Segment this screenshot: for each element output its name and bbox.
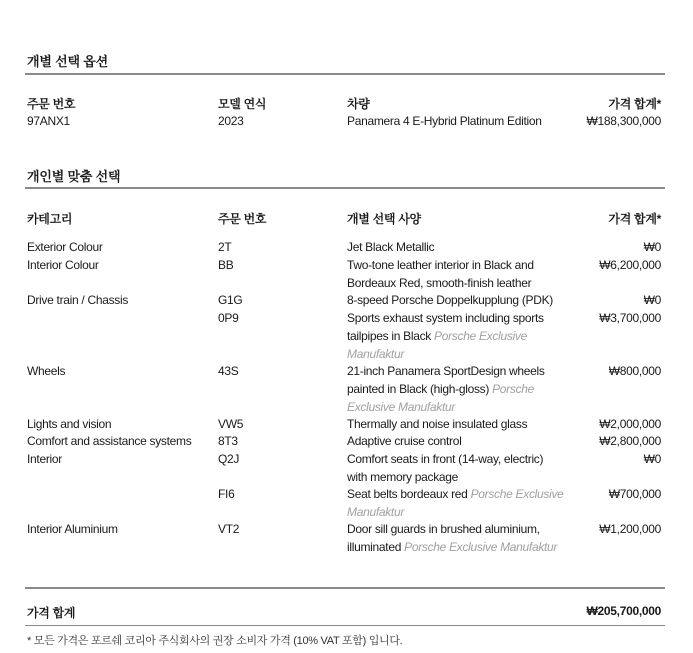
row-code: Q2J [218, 452, 240, 466]
row-spec: 8-speed Porsche Doppelkupplung (PDK) [347, 293, 553, 307]
row-spec: Sports exhaust system including sports tailpipes in Black Porsche Exclusive Manufaktur [347, 311, 544, 361]
row-spec: Comfort seats in front (14-way, electric) with memory package [347, 452, 544, 484]
row-code: 8T3 [218, 434, 238, 448]
exclusive-tag: Porsche Exclusive Manufaktur [404, 540, 558, 554]
exclusive-tag: Manufaktur [347, 347, 405, 361]
row-spec: Seat belts bordeaux red Porsche Exclusive Manufaktur [347, 487, 564, 519]
row-category: Exterior Colour [27, 240, 103, 254]
grand-total-value: ₩205,700,000 [586, 604, 661, 618]
row-category: Drive train / Chassis [27, 293, 129, 307]
exclusive-tag: Porsche Exclusive [470, 487, 564, 501]
row-price: ₩700,000 [608, 487, 661, 501]
exclusive-tag: Exclusive Manufaktur [347, 400, 456, 414]
summary-model-year: 2023 [218, 114, 244, 128]
table-header-spec: 개별 선택 사양 [347, 212, 421, 226]
row-code: BB [218, 258, 234, 272]
row-code: VT2 [218, 522, 240, 536]
row-price: ₩3,700,000 [599, 311, 661, 325]
row-price: ₩6,200,000 [599, 258, 661, 272]
row-price: ₩0 [643, 293, 661, 307]
row-code: VW5 [218, 417, 244, 431]
summary-header-total-price: 가격 합계* [608, 97, 661, 111]
row-spec: Jet Black Metallic [347, 240, 435, 254]
summary-order-no: 97ANX1 [27, 114, 70, 128]
row-price: ₩800,000 [608, 364, 661, 378]
summary-header-vehicle: 차량 [347, 97, 370, 111]
summary-header-model-year: 모델 연식 [218, 97, 267, 111]
section-divider [25, 73, 665, 75]
row-category: Wheels [27, 364, 66, 378]
row-spec: 21-inch Panamera SportDesign wheels painted in Black (high-gloss) Porsche Exclusive Manufaktur [347, 364, 545, 414]
row-category: Comfort and assistance systems [27, 434, 192, 448]
row-price: ₩2,800,000 [599, 434, 661, 448]
row-spec: Door sill guards in brushed aluminium, illuminated Porsche Exclusive Manufaktur [347, 522, 558, 554]
summary-total-price: ₩188,300,000 [586, 114, 661, 128]
summary-vehicle: Panamera 4 E-Hybrid Platinum Edition [347, 114, 542, 128]
exclusive-tag: Porsche Exclusive [434, 329, 527, 343]
row-code: 0P9 [218, 311, 239, 325]
grand-total-label: 가격 합계 [27, 606, 76, 620]
custom-selection-title: 개인별 맞춤 선택 [27, 169, 121, 184]
row-category: Interior [27, 452, 62, 466]
footer-divider [25, 625, 665, 626]
row-price: ₩2,000,000 [599, 417, 661, 431]
row-price: ₩0 [643, 452, 661, 466]
row-price: ₩1,200,000 [599, 522, 661, 536]
row-code: 2T [218, 240, 232, 254]
row-code: FI6 [218, 487, 235, 501]
row-category: Interior Aluminium [27, 522, 118, 536]
summary-header-order-no: 주문 번호 [27, 97, 76, 111]
row-spec: Thermally and noise insulated glass [347, 417, 528, 431]
selected-options-title: 개별 선택 옵션 [27, 54, 108, 69]
table-header-category: 카테고리 [27, 212, 73, 226]
exclusive-tag: Manufaktur [347, 505, 405, 519]
row-spec: Two-tone leather interior in Black and Bordeaux Red, smooth-finish leather [347, 258, 534, 290]
row-code: G1G [218, 293, 243, 307]
table-header-order-no: 주문 번호 [218, 212, 267, 226]
row-category: Interior Colour [27, 258, 99, 272]
table-header-price: 가격 합계* [608, 212, 661, 226]
row-category: Lights and vision [27, 417, 112, 431]
price-footnote: * 모든 가격은 포르쉐 코리아 주식회사의 권장 소비자 가격 (10% VAT 포함) 입니다. [27, 635, 403, 647]
section-divider [25, 187, 665, 189]
total-divider [25, 587, 665, 589]
row-spec: Adaptive cruise control [347, 434, 462, 448]
exclusive-tag: Porsche [492, 382, 535, 396]
row-price: ₩0 [643, 240, 661, 254]
row-code: 43S [218, 364, 239, 378]
